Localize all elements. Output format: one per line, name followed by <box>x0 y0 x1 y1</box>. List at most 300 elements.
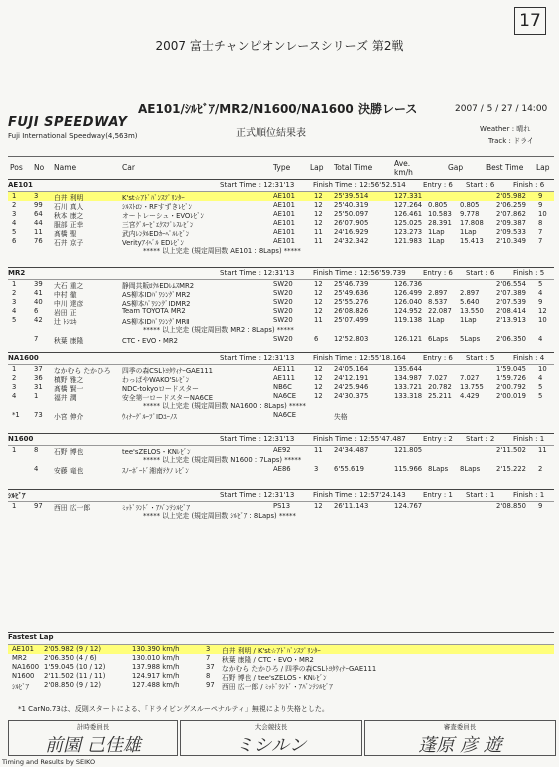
finish-note: ***** 以上完走 (規定周回数 ｼﾙﾋﾞｱ : 8Laps) ***** <box>143 512 296 520</box>
finish-note: ***** 以上完走 (規定周回数 NA1600 : 8Laps) ***** <box>143 402 306 410</box>
cell-best-lap: 5 <box>538 280 543 288</box>
cell-ave: 135.644 <box>394 365 423 373</box>
result-row <box>8 289 554 298</box>
cell-type: NA6CE <box>273 392 297 400</box>
class-name: ｼﾙﾋﾞｱ <box>8 492 26 500</box>
cell-pos: 4 <box>12 307 17 315</box>
start-count: Start : 2 <box>466 435 495 443</box>
cell-total: 12'52.803 <box>334 335 369 343</box>
cell-best: 2'15.222 <box>496 465 526 473</box>
col-car: Car <box>122 163 135 172</box>
cell-ave: 119.138 <box>394 316 423 324</box>
cell-name: 服部 正幸 <box>54 221 84 229</box>
cell-no: 1 <box>34 392 39 400</box>
cell-gap2: 15.413 <box>460 237 484 245</box>
steward-signature: 蓬原 彦 遊 <box>418 735 502 756</box>
brand-text: FUJI SPEEDWAY <box>8 115 128 130</box>
fastest-class: AE101 <box>12 645 34 653</box>
cell-pos: 6 <box>12 237 17 245</box>
fastest-car-no: 8 <box>206 672 211 680</box>
fastest-speed: 124.917 km/h <box>132 672 180 680</box>
cell-total: 26'07.905 <box>334 219 369 227</box>
cell-gap: 1Lap <box>428 228 445 236</box>
cell-best-lap: 10 <box>538 316 547 324</box>
cell-best-lap: 7 <box>538 228 543 236</box>
cell-no: 6 <box>34 307 39 315</box>
start-count: Start : 6 <box>466 269 495 277</box>
start-time: Start Time : 12:31'13 <box>220 435 295 443</box>
cell-gap: 1Lap <box>428 237 445 245</box>
cell-car: 安全第一ロードスターNA6CE <box>122 394 213 402</box>
timing-signature-box <box>8 720 178 756</box>
fastest-driver: 白井 利明 / K'st☆ｱﾄﾞﾊﾞﾝｽﾌﾟﾘﾝﾀｰ <box>222 647 321 655</box>
cell-pos: 4 <box>12 219 17 227</box>
cell-total: 25'46.739 <box>334 280 369 288</box>
cell-name: 中川 達彦 <box>54 300 84 308</box>
cell-total: 26'08.826 <box>334 307 369 315</box>
cell-name: 西田 広一郎 <box>54 504 91 512</box>
cell-ave: 126.499 <box>394 289 423 297</box>
cell-best: 2'13.913 <box>496 316 526 324</box>
cell-best: 2'08.850 <box>496 502 526 510</box>
finish-note: ***** 以上完走 (規定周回数 AE101 : 8Laps) ***** <box>143 247 301 255</box>
cell-car: 静岡共販ﾛｸﾙEDﾚﾑｽMR2 <box>122 282 195 290</box>
cell-best: 2'10.349 <box>496 237 526 245</box>
cell-total: 25'50.097 <box>334 210 369 218</box>
fastest-time: 2'11.502 (11 / 11) <box>44 672 106 680</box>
cell-lap: 11 <box>314 316 323 324</box>
cell-car: ｳｨﾅｰｸﾞﾙｰﾌﾟIDﾕｰﾉｽ <box>122 413 177 421</box>
cell-gap2: 5.640 <box>460 298 480 306</box>
finish-note: ***** 以上完走 (規定周回数 N1600 : 7Laps) ***** <box>143 456 302 464</box>
cell-pos: 1 <box>12 280 17 288</box>
cell-car: ﾐｯﾄﾞﾗﾝﾄﾞ・ｱﾊﾞﾝﾃｼﾙﾋﾞｱ <box>122 504 190 512</box>
cell-total: 24'25.946 <box>334 383 369 391</box>
fastest-time: 1'59.045 (10 / 12) <box>44 663 106 671</box>
cell-ave: 125.025 <box>394 219 423 227</box>
cell-pos: 2 <box>12 289 17 297</box>
cell-best-lap: 9 <box>538 201 543 209</box>
cell-pos: 3 <box>12 298 17 306</box>
cell-car: K'st☆ｱﾄﾞﾊﾞﾝｽﾌﾟﾘﾝﾀｰ <box>122 194 185 202</box>
cell-type: AE92 <box>273 446 291 454</box>
weather-text: Weather : 晴れ <box>480 125 531 133</box>
cell-type: AE101 <box>273 237 295 245</box>
cell-no: 37 <box>34 365 43 373</box>
cell-car: NDC-tokyoロードスター <box>122 385 199 393</box>
cell-lap: 12 <box>314 298 323 306</box>
cell-best: 2'07.389 <box>496 289 526 297</box>
col-name: Name <box>54 163 77 172</box>
fastest-driver: 秋葉 康隆 / CTC・EVO・MR2 <box>222 656 314 664</box>
cell-no: 44 <box>34 219 43 227</box>
cell-best-lap: 9 <box>538 502 543 510</box>
class-name: N1600 <box>8 435 34 443</box>
cell-car: CTC・EVO・MR2 <box>122 337 178 345</box>
column-header <box>8 156 554 179</box>
cell-name: 石井 京子 <box>54 239 84 247</box>
fastest-lap-header <box>8 632 554 645</box>
cell-type: SW20 <box>273 316 293 324</box>
cell-type: SW20 <box>273 335 293 343</box>
cell-name: 髙橋 聖 <box>54 230 77 238</box>
cell-total: 24'16.929 <box>334 228 369 236</box>
cell-best: 2'07.862 <box>496 210 526 218</box>
class-name: AE101 <box>8 181 33 189</box>
chair-label: 大会競技長 <box>254 723 288 731</box>
cell-type: SW20 <box>273 289 293 297</box>
result-row <box>8 411 554 420</box>
result-row <box>8 465 554 474</box>
cell-lap: 12 <box>314 374 323 382</box>
cell-no: 8 <box>34 446 39 454</box>
cell-pos: 5 <box>12 228 17 236</box>
cell-car: 三宮ｸﾞﾙｰﾋﾟｴｸｽﾌﾟﾚｽﾚﾋﾞﾝ <box>122 221 194 229</box>
cell-type: AE111 <box>273 374 295 382</box>
cell-best-lap: 11 <box>538 446 547 454</box>
cell-best: 2'05.982 <box>496 192 526 200</box>
cell-best-lap: 5 <box>538 392 543 400</box>
start-count: Start : 6 <box>466 181 495 189</box>
steward-label: 審査委員長 <box>443 723 477 731</box>
page-number: 17 <box>514 7 546 35</box>
cell-total: 24'12.191 <box>334 374 369 382</box>
cell-best-lap: 9 <box>538 192 543 200</box>
result-row <box>8 383 554 392</box>
cell-pos: 3 <box>12 210 17 218</box>
chair-signature-box <box>180 720 362 756</box>
cell-type: AE86 <box>273 465 291 473</box>
cell-best: 2'11.502 <box>496 446 526 454</box>
cell-type: NB6C <box>273 383 292 391</box>
result-row <box>8 201 554 210</box>
fastest-class: N1600 <box>12 672 35 680</box>
result-row <box>8 365 554 374</box>
cell-best-lap: 4 <box>538 289 543 297</box>
fastest-lap-row <box>8 645 554 654</box>
cell-ave: 115.966 <box>394 465 423 473</box>
start-count: Start : 1 <box>466 491 495 499</box>
fastest-lap-row <box>8 672 554 681</box>
cell-no: 41 <box>34 289 43 297</box>
result-row <box>8 219 554 228</box>
cell-gap2: 4.429 <box>460 392 480 400</box>
entry-count: Entry : 1 <box>423 491 453 499</box>
cell-name: 秋本 康之 <box>54 212 84 220</box>
fastest-class: NA1600 <box>12 663 40 671</box>
fastest-speed: 137.988 km/h <box>132 663 180 671</box>
cell-car: ｽﾉｰﾎﾞｰﾄﾞ湘南ﾃｸﾉ ﾚﾋﾞﾝ <box>122 467 189 475</box>
cell-pos: *1 <box>12 411 20 419</box>
fastest-speed: 130.010 km/h <box>132 654 180 662</box>
cell-best-lap: 10 <box>538 365 547 373</box>
class-name: NA1600 <box>8 354 39 362</box>
fastest-driver: 石野 博也 / tee'sZELOS・KNﾚﾋﾞﾝ <box>222 674 327 682</box>
cell-gap: 10.583 <box>428 210 452 218</box>
cell-best: 2'00.019 <box>496 392 526 400</box>
cell-type: NA6CE <box>273 411 297 419</box>
entry-count: Entry : 6 <box>423 181 453 189</box>
cell-gap2: 5Laps <box>460 335 481 343</box>
cell-best: 2'06.350 <box>496 335 526 343</box>
cell-car: AS柳本ﾊﾟﾜｼﾝｸﾞIDMR2 <box>122 300 191 308</box>
cell-no: 40 <box>34 298 43 306</box>
cell-type: AE101 <box>273 210 295 218</box>
cell-car: tee'sZELOS・KNﾚﾋﾞﾝ <box>122 448 191 456</box>
cell-gap2: 1Lap <box>460 316 477 324</box>
cell-name: なかむら たかひろ <box>54 367 111 375</box>
finish-count: Finish : 5 <box>513 269 545 277</box>
cell-pos: 1 <box>12 446 17 454</box>
cell-best-lap: 4 <box>538 335 543 343</box>
cell-no: 42 <box>34 316 43 324</box>
cell-pos: 1 <box>12 192 17 200</box>
cell-best: 2'09.387 <box>496 219 526 227</box>
cell-gap: 7.027 <box>428 374 448 382</box>
cell-gap: 8.537 <box>428 298 448 306</box>
fastest-lap-row <box>8 654 554 663</box>
cell-best-lap: 4 <box>538 374 543 382</box>
cell-gap: 0.805 <box>428 201 448 209</box>
cell-pos: 3 <box>12 383 17 391</box>
fastest-car-no: 7 <box>206 654 211 662</box>
cell-total: 24'05.164 <box>334 365 369 373</box>
cell-gap: 2.897 <box>428 289 448 297</box>
col-lap-best: Lap <box>536 163 550 172</box>
cell-no: 97 <box>34 502 43 510</box>
fastest-lap-row <box>8 681 554 690</box>
cell-gap: 6Laps <box>428 335 449 343</box>
cell-ave: 126.121 <box>394 335 423 343</box>
cell-gap2: 7.027 <box>460 374 480 382</box>
cell-lap: 12 <box>314 502 323 510</box>
cell-name: 福井 潤 <box>54 394 77 402</box>
venue-text: Fuji International Speedway(4,563m) <box>8 132 138 140</box>
cell-no: 7 <box>34 335 39 343</box>
cell-best-lap: 10 <box>538 210 547 218</box>
cell-total: 25'55.276 <box>334 298 369 306</box>
cell-lap: 12 <box>314 289 323 297</box>
cell-total: 25'49.636 <box>334 289 369 297</box>
cell-best-lap: 9 <box>538 298 543 306</box>
cell-no: 3 <box>34 192 39 200</box>
cell-gap2: 1Lap <box>460 228 477 236</box>
cell-gap2: 0.805 <box>460 201 480 209</box>
result-row <box>8 502 554 511</box>
cell-type: AE101 <box>273 201 295 209</box>
col-pos: Pos <box>10 163 23 172</box>
cell-total: 失格 <box>334 413 348 421</box>
cell-total: 25'07.499 <box>334 316 369 324</box>
cell-best: 1'59.045 <box>496 365 526 373</box>
cell-no: 73 <box>34 411 43 419</box>
class-section <box>8 433 554 474</box>
cell-lap: 12 <box>314 365 323 373</box>
cell-best: 2'06.554 <box>496 280 526 288</box>
fastest-class: MR2 <box>12 654 27 662</box>
finish-time: Finish Time : 12:55'18.164 <box>313 354 406 362</box>
cell-gap2: 13.755 <box>460 383 484 391</box>
cell-lap: 12 <box>314 383 323 391</box>
result-row <box>8 192 554 201</box>
cell-name: 石川 真人 <box>54 203 84 211</box>
cell-lap: 12 <box>314 280 323 288</box>
cell-car: Team TOYOTA MR2 <box>122 307 186 315</box>
cell-ave: 127.264 <box>394 201 423 209</box>
cell-gap: 8Laps <box>428 465 449 473</box>
class-section-header <box>8 489 554 502</box>
cell-car: Verityｱｲﾍﾞﾙ EDﾚﾋﾞﾝ <box>122 239 184 247</box>
finish-count: Finish : 6 <box>513 181 545 189</box>
cell-no: 4 <box>34 465 39 473</box>
cell-best: 2'09.533 <box>496 228 526 236</box>
fastest-driver: なかむら たかひろ / 四季の森CSLﾄﾖﾀｳｨﾅｰGAE111 <box>222 665 377 673</box>
entry-count: Entry : 6 <box>423 354 453 362</box>
cell-total: 25'40.319 <box>334 201 369 209</box>
cell-type: AE111 <box>273 365 295 373</box>
cell-name: 小宮 伸介 <box>54 413 84 421</box>
class-section <box>8 267 554 344</box>
cell-lap: 11 <box>314 237 323 245</box>
cell-name: 中村 徹 <box>54 291 77 299</box>
cell-no: 64 <box>34 210 43 218</box>
class-name: MR2 <box>8 269 26 277</box>
col-lap: Lap <box>310 163 324 172</box>
start-count: Start : 5 <box>466 354 495 362</box>
class-section <box>8 352 554 420</box>
timing-label: 計時委員長 <box>76 723 110 731</box>
race-title: AE101/ｼﾙﾋﾞｱ/MR2/N1600/NA1600 決勝レース <box>138 102 418 116</box>
cell-lap: 12 <box>314 192 323 200</box>
fastest-car-no: 3 <box>206 645 211 653</box>
col-type: Type <box>273 163 291 172</box>
cell-car: わっぱやWAKO'Sﾚﾋﾞﾝ <box>122 376 190 384</box>
class-section-header <box>8 179 554 192</box>
result-row <box>8 298 554 307</box>
fastest-lap-table <box>8 645 554 690</box>
cell-type: AE101 <box>273 192 295 200</box>
result-row <box>8 307 554 316</box>
cell-ave: 124.767 <box>394 502 423 510</box>
cell-lap: 12 <box>314 210 323 218</box>
cell-ave: 126.040 <box>394 298 423 306</box>
timing-signature: 前園 己佳雄 <box>45 735 141 756</box>
finish-time: Finish Time : 12:57'24.143 <box>313 491 406 499</box>
finish-count: Finish : 1 <box>513 435 545 443</box>
result-row <box>8 446 554 455</box>
result-row <box>8 335 554 344</box>
cell-best: 2'06.259 <box>496 201 526 209</box>
cell-ave: 133.318 <box>394 392 423 400</box>
result-row <box>8 210 554 219</box>
cell-total: 25'39.514 <box>334 192 369 200</box>
class-section-header <box>8 433 554 446</box>
cell-lap: 12 <box>314 307 323 315</box>
cell-ave: 123.273 <box>394 228 423 236</box>
fastest-time: 2'06.350 (4 / 6) <box>44 654 97 662</box>
cell-no: 11 <box>34 228 43 236</box>
cell-best-lap: 2 <box>538 465 543 473</box>
cell-pos: 1 <box>12 502 17 510</box>
result-row <box>8 237 554 246</box>
cell-ave: 121.983 <box>394 237 423 245</box>
cell-best: 2'07.539 <box>496 298 526 306</box>
cell-name: 石野 博也 <box>54 448 84 456</box>
cell-type: SW20 <box>273 307 293 315</box>
fastest-time: 2'05.982 (9 / 12) <box>44 645 102 653</box>
series-title: 2007 富士チャンピオンレースシリーズ 第2戦 <box>155 39 404 53</box>
cell-name: 安藤 竜也 <box>54 467 84 475</box>
cell-pos: 2 <box>12 201 17 209</box>
cell-pos: 2 <box>12 374 17 382</box>
cell-total: 24'34.487 <box>334 446 369 454</box>
finish-count: Finish : 1 <box>513 491 545 499</box>
cell-name: 槙野 雅之 <box>54 376 84 384</box>
entry-count: Entry : 2 <box>423 435 453 443</box>
cell-gap: 22.087 <box>428 307 452 315</box>
cell-total: 24'30.375 <box>334 392 369 400</box>
cell-gap: 25.211 <box>428 392 452 400</box>
cell-no: 76 <box>34 237 43 245</box>
cell-gap2: 13.550 <box>460 307 484 315</box>
cell-name: 白井 利明 <box>54 194 84 202</box>
cell-car: オートレーシュ・EVOﾚﾋﾞﾝ <box>122 212 204 220</box>
fastest-driver: 西田 広一郎 / ﾐｯﾄﾞﾗﾝﾄﾞ・ｱﾊﾞﾝﾃｼﾙﾋﾞｱ <box>222 683 333 691</box>
start-time: Start Time : 12:31'13 <box>220 354 295 362</box>
footnote: *1 CarNo.73は、反則スタートによる、「ドライビングスルーペナルティ」無視により失格とした。 <box>18 705 329 713</box>
class-section <box>8 489 554 521</box>
result-row <box>8 228 554 237</box>
fuji-speedway-logo <box>8 115 153 140</box>
cell-no: 99 <box>34 201 43 209</box>
col-no: No <box>34 163 45 172</box>
cell-lap: 11 <box>314 446 323 454</box>
col-best: Best Time <box>486 163 524 172</box>
cell-type: AE101 <box>273 219 295 227</box>
finish-count: Finish : 4 <box>513 354 545 362</box>
cell-type: PS13 <box>273 502 291 510</box>
cell-best-lap: 7 <box>538 237 543 245</box>
cell-type: SW20 <box>273 280 293 288</box>
result-row <box>8 392 554 401</box>
cell-no: 36 <box>34 374 43 382</box>
race-date: 2007 / 5 / 27 / 14:00 <box>455 104 548 114</box>
cell-car: ｼﾙｽﾄﾛﾝ・RFすずきﾚﾋﾞﾝ <box>122 203 192 211</box>
cell-ave: 134.987 <box>394 374 423 382</box>
cell-lap: 11 <box>314 228 323 236</box>
cell-pos: 5 <box>12 316 17 324</box>
cell-name: 秋葉 康隆 <box>54 337 84 345</box>
start-time: Start Time : 12:31'13 <box>220 491 295 499</box>
timing-by: Timing and Results by SEIKO <box>2 758 96 766</box>
class-section <box>8 179 554 256</box>
cell-best: 1'59.726 <box>496 374 526 382</box>
start-time: Start Time : 12:31'13 <box>220 181 295 189</box>
fastest-speed: 130.390 km/h <box>132 645 180 653</box>
cell-car: AS柳本IDﾊﾟﾜｼﾝｸﾞMRⅡ <box>122 318 190 326</box>
finish-time: Finish Time : 12:56'52.514 <box>313 181 406 189</box>
cell-gap2: 2.897 <box>460 289 480 297</box>
col-ave: Ave. km/h <box>394 159 413 177</box>
cell-car: AS柳本IDﾊﾟﾜｼﾝｸﾞMR2 <box>122 291 191 299</box>
cell-type: AE101 <box>273 228 295 236</box>
cell-type: SW20 <box>273 298 293 306</box>
cell-no: 39 <box>34 280 43 288</box>
fastest-lap-row <box>8 663 554 672</box>
cell-car: 四季の森CSLﾄﾖﾀｳｨﾅｰGAE111 <box>122 367 214 375</box>
cell-name: 大石 重之 <box>54 282 84 290</box>
start-time: Start Time : 12:31'13 <box>220 269 295 277</box>
